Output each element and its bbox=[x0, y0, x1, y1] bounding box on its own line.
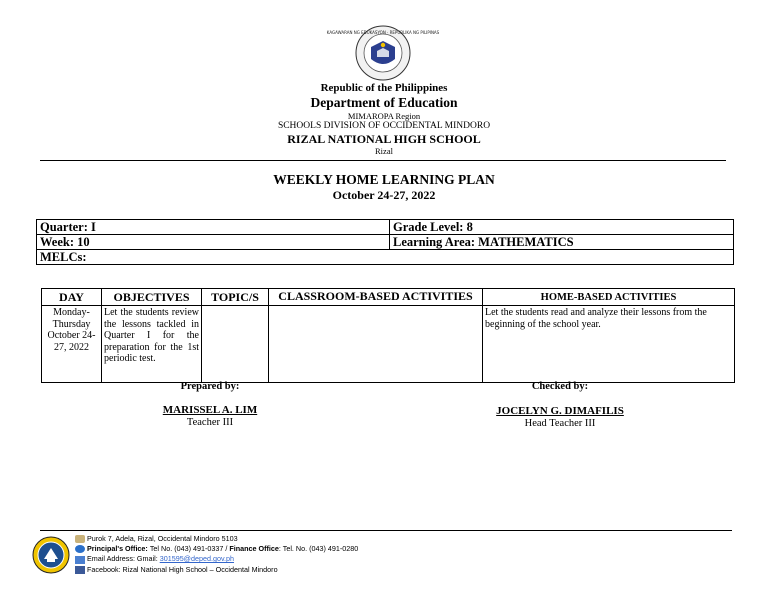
melcs-cell: MELCs: bbox=[37, 250, 734, 265]
deped-seal-logo bbox=[326, 25, 440, 81]
header-topics: TOPIC/S bbox=[202, 289, 269, 306]
header-divider bbox=[40, 160, 726, 161]
prepared-by-title: Teacher III bbox=[186, 417, 234, 428]
facebook-icon bbox=[75, 566, 85, 574]
home-cell: Let the students read and analyze their lessons from the beginning of the school year. bbox=[483, 306, 735, 383]
checked-by-name: JOCELYN G. DIMAFILIS bbox=[496, 405, 624, 417]
school-seal-logo bbox=[32, 536, 70, 574]
department-name: Department of Education bbox=[310, 95, 458, 110]
header-home-activities: HOME-BASED ACTIVITIES bbox=[483, 289, 735, 306]
seal-text: KAGAWARAN NG EDUKASYON · REPUBLIKA NG PILIPINAS bbox=[326, 30, 440, 35]
footer-phone-line: Principal's Office: Tel No. (043) 491-0337 / Finance Office: Tel. No. (043) 491-0280 bbox=[75, 544, 358, 554]
division-name: SCHOOLS DIVISION OF OCCIDENTAL MINDORO bbox=[277, 121, 491, 131]
footer-divider bbox=[40, 530, 732, 531]
prepared-by-label: Prepared by: bbox=[180, 381, 240, 392]
footer-address-line: Purok 7, Adela, Rizal, Occidental Mindoro 5103 bbox=[75, 534, 358, 544]
footer-email-line: Email Address: Gmail: 301595@deped.gov.ph bbox=[75, 554, 358, 564]
page-title: WEEKLY HOME LEARNING PLAN bbox=[273, 172, 495, 187]
school-name: RIZAL NATIONAL HIGH SCHOOL bbox=[287, 132, 481, 146]
plan-table bbox=[41, 288, 735, 383]
prepared-by-name: MARISSEL A. LIM bbox=[162, 404, 258, 416]
checked-by-label: Checked by: bbox=[531, 381, 589, 392]
region-name: MIMAROPA Region bbox=[347, 111, 421, 121]
header-classroom-activities: CLASSROOM-BASED ACTIVITIES bbox=[269, 289, 483, 306]
footer-contact bbox=[75, 534, 358, 575]
home-icon bbox=[75, 535, 85, 543]
week-cell: Week: 10 bbox=[37, 235, 390, 250]
classroom-cell bbox=[269, 306, 483, 383]
day-cell: Monday-Thursday October 24-27, 2022 bbox=[42, 306, 102, 383]
email-link[interactable]: 301595@deped.gov.ph bbox=[159, 554, 235, 564]
grade-level-cell: Grade Level: 8 bbox=[390, 220, 734, 235]
page-dates: October 24-27, 2022 bbox=[332, 188, 436, 202]
phone-icon bbox=[75, 545, 85, 553]
country-name: Republic of the Philippines bbox=[320, 82, 448, 94]
learning-area-cell: Learning Area: MATHEMATICS bbox=[390, 235, 734, 250]
checked-by-title: Head Teacher III bbox=[524, 418, 596, 429]
town-name: Rizal bbox=[375, 146, 393, 156]
header-objectives: OBJECTIVES bbox=[102, 289, 202, 306]
header-day: DAY bbox=[42, 289, 102, 306]
table-row bbox=[42, 306, 735, 383]
objectives-cell: Let the students review the lessons tackled in Quarter I for the preparation for the 1st periodic test. bbox=[102, 306, 202, 383]
info-table bbox=[36, 219, 734, 265]
email-icon bbox=[75, 556, 85, 564]
topics-cell bbox=[202, 306, 269, 383]
quarter-cell: Quarter: I bbox=[37, 220, 390, 235]
footer-facebook-line: Facebook: Rizal National High School – Occidental Mindoro bbox=[75, 565, 358, 575]
